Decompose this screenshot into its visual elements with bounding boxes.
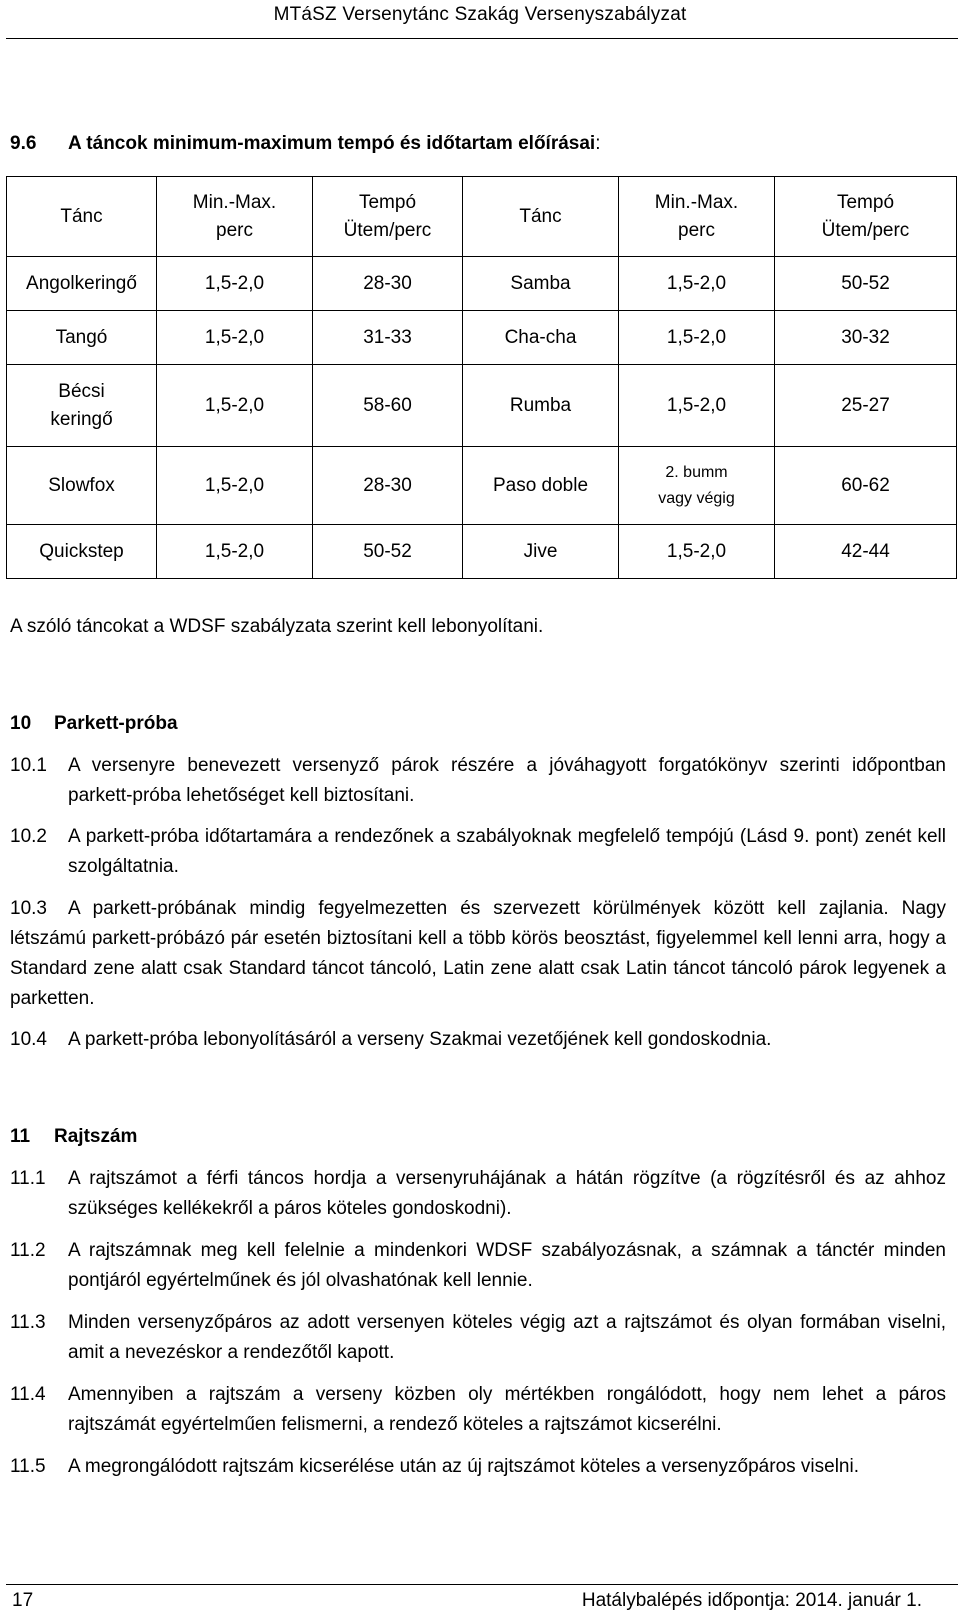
header-tempo-1: Tempó Ütem/perc (313, 177, 463, 257)
paragraph-10-2 (10, 822, 946, 882)
cell-dance: Angolkeringő (7, 257, 157, 311)
paragraph-number: 11.2 (10, 1240, 46, 1261)
paragraph-number: 10.1 (10, 755, 47, 776)
cell-dance: Tangó (7, 311, 157, 365)
tempo-table (6, 176, 957, 579)
cell-duration: 1,5-2,0 (157, 365, 313, 447)
table-note: A szóló táncokat a WDSF szabályzata szerint kell lebonyolítani. (10, 616, 544, 637)
cell-duration: 2. bumm vagy végig (619, 447, 775, 525)
footer-divider (6, 1584, 958, 1585)
paragraph-11-4 (10, 1380, 946, 1440)
paragraph-text: A megrongálódott rajtszám kicserélése után az új rajtszámot köteles a versenyzőpáros viselni. (68, 1456, 859, 1477)
section-9-6-heading (10, 133, 601, 155)
cell-duration: 1,5-2,0 (157, 257, 313, 311)
cell-tempo: 30-32 (775, 311, 957, 365)
paragraph-text: A parkett-próba lebonyolításáról a verseny Szakmai vezetőjének kell gondoskodnia. (68, 1029, 772, 1050)
section-9-6-number: 9.6 (10, 133, 37, 154)
header-divider (6, 38, 958, 39)
paragraph-number: 11.4 (10, 1384, 46, 1405)
paragraph-11-3 (10, 1308, 946, 1368)
page-header: MTáSZ Versenytánc Szakág Versenyszabályzat (273, 4, 687, 25)
cell-duration: 1,5-2,0 (157, 447, 313, 525)
cell-tempo: 28-30 (313, 257, 463, 311)
paragraph-10-4 (10, 1025, 946, 1055)
cell-tempo: 60-62 (775, 447, 957, 525)
paragraph-11-1 (10, 1164, 946, 1224)
paragraph-11-2 (10, 1236, 946, 1296)
cell-duration: 1,5-2,0 (619, 525, 775, 579)
cell-duration: 1,5-2,0 (157, 525, 313, 579)
paragraph-10-1 (10, 751, 946, 811)
paragraph-11-5 (10, 1452, 946, 1482)
cell-tempo: 25-27 (775, 365, 957, 447)
paragraph-text: A parkett-próba időtartamára a rendezőnek a szabályoknak megfelelő tempójú (Lásd 9. pont) zenét kell szolgáltatnia. (68, 826, 946, 877)
cell-tempo: 28-30 (313, 447, 463, 525)
paragraph-number: 11.5 (10, 1456, 46, 1477)
paragraph-text: Amennyiben a rajtszám a verseny közben oly mértékben rongálódott, hogy nem lehet a páros rajtszámát egyértelműen felismerni, a rendező köteles a rajtszámot kicserélni. (68, 1384, 946, 1435)
table-row (7, 447, 957, 525)
paragraph-text: A parkett-próbának mindig fegyelmezetten és szervezett körülmények között kell zajlania. Nagy létszámú parkett-próbázó pár esetén biztosítani kell a több körös beosztást, figyelemmel kell lenni arra, hogy a Standard zene alatt csak Standard táncot táncoló, Latin zene alatt csak Latin táncot táncoló párok legyenek a parketten. (10, 898, 946, 1009)
section-10-number: 10 (10, 713, 32, 734)
cell-dance: Rumba (463, 365, 619, 447)
paragraph-number: 11.1 (10, 1168, 46, 1189)
cell-dance: Quickstep (7, 525, 157, 579)
paragraph-10-3 (10, 894, 946, 1014)
cell-dance: Cha-cha (463, 311, 619, 365)
paragraph-number: 11.3 (10, 1312, 46, 1333)
table-row (7, 365, 957, 447)
paragraph-number: 10.3 (10, 898, 47, 919)
cell-tempo: 42-44 (775, 525, 957, 579)
paragraph-number: 10.4 (10, 1029, 47, 1050)
table-row (7, 525, 957, 579)
header-dance-2: Tánc (463, 177, 619, 257)
header-tempo-2: Tempó Ütem/perc (775, 177, 957, 257)
cell-dance: Slowfox (7, 447, 157, 525)
cell-duration: 1,5-2,0 (619, 257, 775, 311)
paragraph-text: A versenyre benevezett versenyző párok részére a jóváhagyott forgatókönyv szerinti időpontban parkett-próba lehetőséget kell biztosítani. (68, 755, 946, 806)
cell-tempo: 31-33 (313, 311, 463, 365)
cell-dance: Bécsi keringő (7, 365, 157, 447)
paragraph-text: A rajtszámot a férfi táncos hordja a versenyruhájának a hátán rögzítve (a rögzítésről és az ahhoz szükséges kellékekről a páros köteles gondoskodni). (68, 1168, 946, 1219)
paragraph-text: Minden versenyzőpáros az adott versenyen köteles végig azt a rajtszámot és olyan formában viselni, amit a nevezéskor a rendezőtől kapott. (68, 1312, 946, 1363)
section-11-heading (10, 1126, 137, 1148)
section-11-title: Rajtszám (54, 1126, 138, 1147)
cell-dance: Paso doble (463, 447, 619, 525)
section-9-6-title: A táncok minimum-maximum tempó és időtartam előírásai (68, 133, 596, 154)
cell-dance: Jive (463, 525, 619, 579)
header-minmax-2: Min.-Max. perc (619, 177, 775, 257)
header-dance-1: Tánc (7, 177, 157, 257)
cell-dance: Samba (463, 257, 619, 311)
cell-duration: 1,5-2,0 (157, 311, 313, 365)
header-minmax-1: Min.-Max. perc (157, 177, 313, 257)
cell-tempo: 50-52 (313, 525, 463, 579)
cell-tempo: 50-52 (775, 257, 957, 311)
table-row (7, 311, 957, 365)
cell-duration: 1,5-2,0 (619, 311, 775, 365)
table-row (7, 257, 957, 311)
page-number: 17 (12, 1590, 34, 1611)
table-header-row (7, 177, 957, 257)
section-11-number: 11 (10, 1126, 31, 1147)
section-10-title: Parkett-próba (54, 713, 178, 734)
section-10-heading (10, 713, 178, 735)
cell-duration: 1,5-2,0 (619, 365, 775, 447)
section-9-6-colon: : (595, 133, 601, 154)
cell-tempo: 58-60 (313, 365, 463, 447)
effective-date: Hatálybalépés időpontja: 2014. január 1. (581, 1590, 922, 1611)
paragraph-text: A rajtszámnak meg kell felelnie a mindenkori WDSF szabályozásnak, a számnak a tánctér minden pontjáról egyértelműnek és jól olvashatónak kell lennie. (68, 1240, 946, 1291)
paragraph-number: 10.2 (10, 826, 47, 847)
